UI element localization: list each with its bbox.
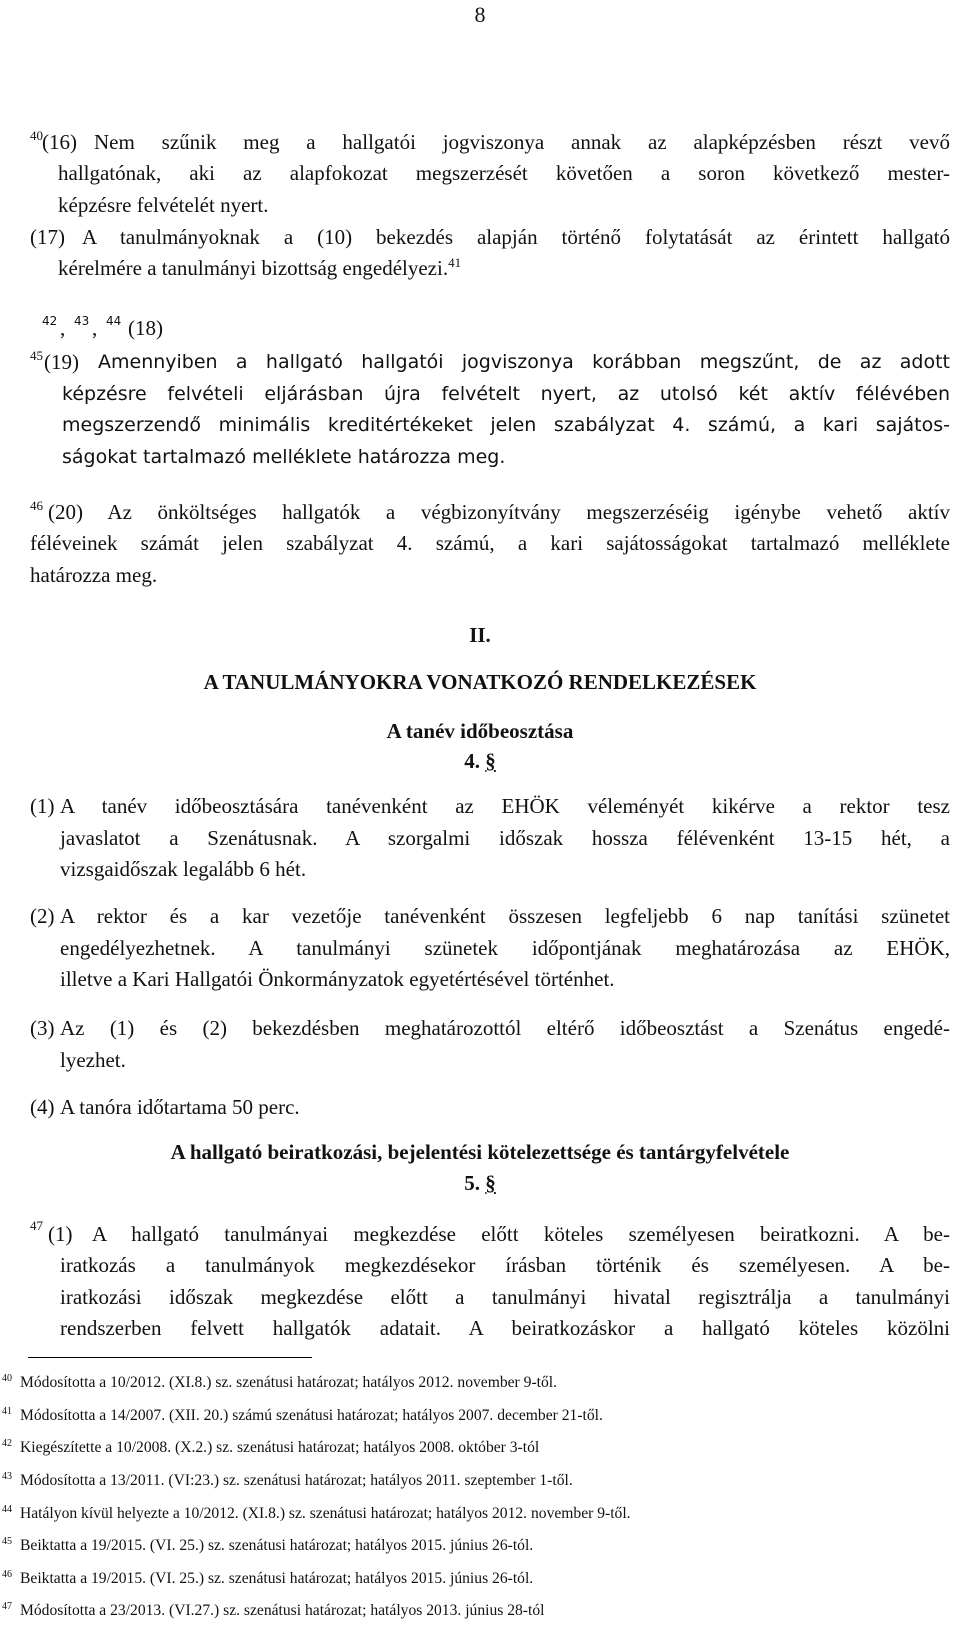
footnote-text: Módosította a 23/2013. (VI.27.) sz. szenátusi határozat; hatályos 2013. június 28-tól: [20, 1602, 545, 1619]
text-line: hallgatónak, aki az alapfokozat megszerzését követően a soron következő mester-: [58, 161, 950, 185]
footnote-text: Módosította a 10/2012. (XI.8.) sz. szenátusi határozat; hatályos 2012. november 9-től.: [20, 1374, 557, 1391]
text-line: engedélyezhetnek. A tanulmányi szünetek időpontjának meghatározása az EHÖK,: [60, 935, 950, 960]
section-title: A TANULMÁNYOKRA VONATKOZÓ RENDELKEZÉSEK: [203, 670, 757, 694]
text-line: képzésre felvételi eljárásban újra felvételt nyert, az utolsó két aktív félévében: [62, 382, 950, 405]
paragraph-number: (1): [48, 1222, 73, 1246]
text-line: képzésre felvételét nyert.: [58, 192, 269, 217]
s4-paragraph-3: [30, 1013, 950, 1083]
paragraph-number: (4): [30, 1095, 55, 1119]
paragraph-sign-heading: 4. §: [464, 749, 496, 773]
page-number: 8: [474, 2, 486, 27]
footnote-ref: 41: [448, 255, 462, 270]
footnote-ref: 43: [74, 314, 90, 328]
text-line: A hallgató tanulmányai megkezdése előtt köteles személyesen beiratkozni. A be-: [92, 1222, 950, 1246]
s4-paragraph-1: [30, 791, 950, 891]
paragraph-20: [30, 497, 950, 597]
text-line: (20) Az önköltséges hallgatók a végbizonyítvány megszerzéséig igénybe vehető aktív: [48, 500, 950, 524]
separator: ,: [92, 316, 98, 340]
text-line: Amennyiben a hallgató hallgatói jogviszonya korábban megszűnt, de az adott: [98, 351, 950, 373]
paragraph-17: [30, 222, 950, 292]
text-line: A rektor és a kar vezetője tanévenként összesen legfeljebb 6 nap tanítási szünetet: [60, 904, 950, 928]
text-line: Az (1) és (2) bekezdésben meghatározottól eltérő időbeosztást a Szenátus engedé-: [60, 1016, 950, 1040]
text-line: vizsgaidőszak legalább 6 hét.: [60, 857, 307, 881]
footnote-number: 41: [2, 1406, 12, 1417]
footnote-number: 45: [2, 1536, 12, 1547]
paragraph-number: (19): [44, 350, 79, 374]
section-sign: §: [485, 1171, 496, 1195]
footnote-number: 44: [2, 1504, 12, 1515]
footnote-number: 40: [2, 1373, 12, 1384]
paragraph-16: [30, 127, 950, 227]
section-sign: §: [485, 749, 496, 773]
text-line: ságokat tartalmazó melléklete határozza meg.: [62, 445, 506, 468]
paragraph-number: (1): [30, 794, 55, 818]
paragraph-19: [30, 347, 950, 477]
footnote-separator: [28, 1357, 312, 1358]
text-line: féléveinek számát jelen szabályzat 4. számú, a kari sajátosságokat tartalmazó melléklete: [30, 531, 950, 555]
footnote-text: Beiktatta a 19/2015. (VI. 25.) sz. szenátusi határozat; hatályos 2015. június 26-tól.: [20, 1570, 534, 1587]
paragraph-sign-heading: 5. §: [464, 1171, 496, 1195]
footnote-number: 47: [2, 1601, 12, 1612]
text-line: illetve a Kari Hallgatói Önkormányzatok egyetértésével történhet.: [60, 967, 615, 991]
text-line: megszerzendő minimális kreditértékeket jelen szabályzat 4. számú, a kari sajátos-: [62, 414, 950, 437]
footnote-number: 43: [2, 1471, 12, 1482]
text-line: A tanóra időtartama 50 perc.: [60, 1095, 300, 1119]
text-line: rendszerben felvett hallgatók adatait. A beiratkozáskor a hallgató köteles közölni: [60, 1316, 950, 1340]
footnote-text: Módosította a 13/2011. (VI:23.) sz. szenátusi határozat; hatályos 2011. szeptember 1-től.: [20, 1472, 573, 1489]
footnote-ref: 42: [42, 314, 58, 328]
footnote-text: Beiktatta a 19/2015. (VI. 25.) sz. szenátusi határozat; hatályos 2015. június 26-tól.: [20, 1537, 534, 1554]
subsection-heading: A tanév időbeosztása: [386, 719, 574, 743]
text-line: iratkozás a tanulmányok megkezdésekor írásban történik és személyesen. A be-: [60, 1253, 950, 1277]
footnote-ref: 47: [30, 1218, 43, 1233]
separator: ,: [60, 316, 66, 340]
text-line: javaslatot a Szenátusnak. A szorgalmi időszak hossza félévenként 13-15 hét, a: [60, 825, 950, 850]
paragraph-number: (2): [30, 904, 55, 928]
footnote-ref: 44: [106, 314, 122, 328]
section-number: II.: [469, 623, 491, 647]
paragraph-number: (3): [30, 1016, 55, 1040]
text-line: Nem szűnik meg a hallgatói jogviszonya annak az alapképzésben részt vevő: [94, 130, 950, 154]
paragraph-number: (16): [42, 130, 77, 154]
footnote-text: Módosította a 14/2007. (XII. 20.) számú szenátusi határozat; hatályos 2007. december 21-től.: [20, 1407, 603, 1424]
s4-paragraph-2: [30, 901, 950, 1001]
footnote-ref: 40: [30, 128, 43, 143]
paragraph-number: (18): [128, 316, 163, 340]
paragraph-18: [30, 313, 330, 347]
footnote-ref: 45: [30, 348, 43, 363]
footnote-number: 42: [2, 1438, 12, 1449]
subsection-heading: A hallgató beiratkozási, bejelentési kötelezettsége és tantárgyfelvétele: [170, 1140, 790, 1164]
text-line: határozza meg.: [30, 562, 158, 587]
footnote-ref: 46: [30, 498, 43, 513]
s4-paragraph-4: [30, 1092, 930, 1126]
footnote-number: 46: [2, 1569, 12, 1580]
text-line: kérelmére a tanulmányi bizottság engedélyezi.: [58, 256, 449, 280]
footnote-text: Hatályon kívül helyezte a 10/2012. (XI.8.) sz. szenátusi határozat; hatályos 2012. november 9-től.: [20, 1505, 631, 1522]
footnote-text: Kiegészítette a 10/2008. (X.2.) sz. szenátusi határozat; hatályos 2008. október 3-tól: [20, 1439, 540, 1456]
text-line: iratkozási időszak megkezdése előtt a tanulmányi hivatal regisztrálja a tanulmányi: [60, 1284, 950, 1309]
text-line: A tanulmányoknak a (10) bekezdés alapján történő folytatását az érintett hallgató: [82, 225, 950, 249]
paragraph-number: (17): [30, 225, 65, 249]
s5-paragraph-1: [30, 1218, 950, 1349]
text-line: A tanév időbeosztására tanévenként az EHÖK véleményét kikérve a rektor tesz: [60, 794, 950, 818]
text-line: lyezhet.: [60, 1047, 126, 1072]
